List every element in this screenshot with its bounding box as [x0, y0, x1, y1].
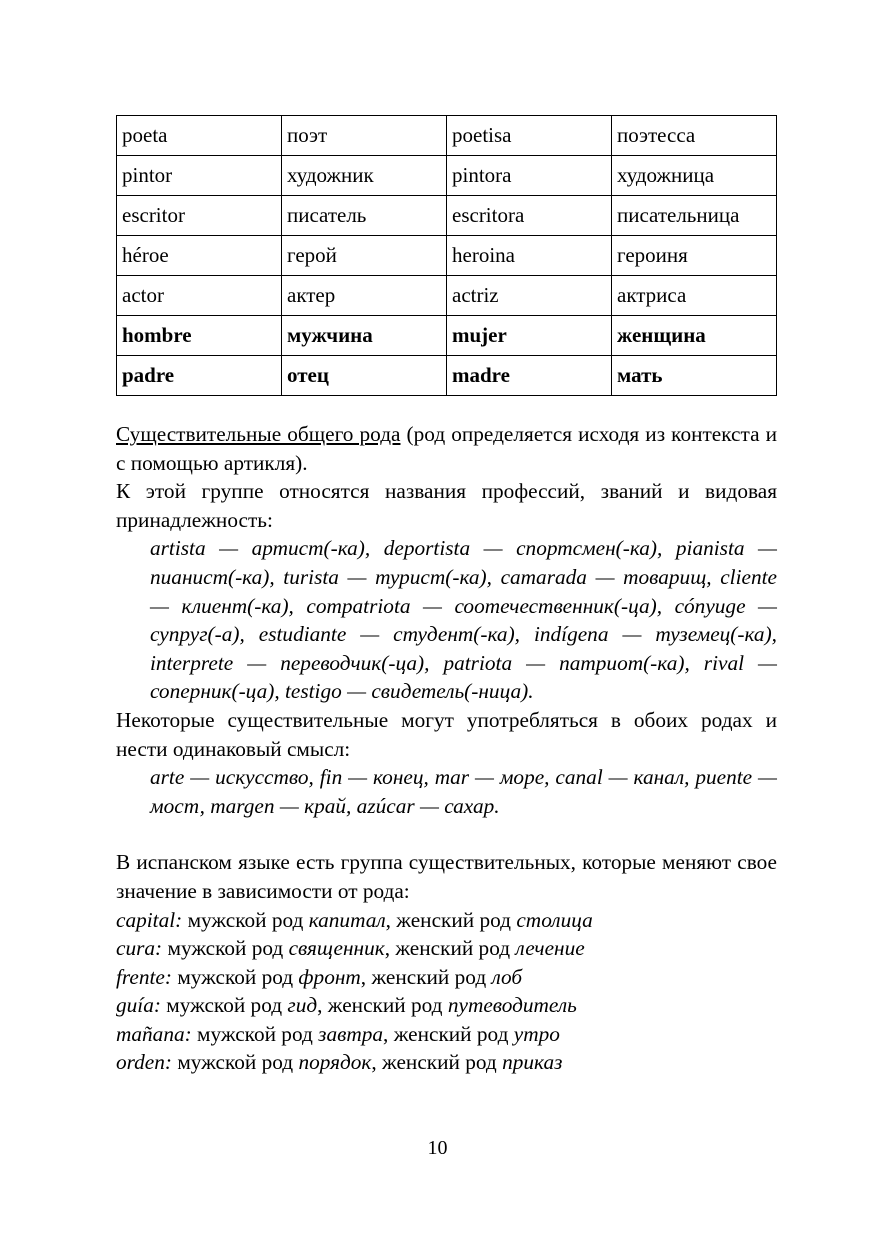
table-cell: poetisa	[447, 116, 612, 156]
table-cell: actor	[117, 276, 282, 316]
table-cell: мужчина	[282, 316, 447, 356]
masc-meaning: гид	[287, 993, 318, 1018]
both-genders-intro: Некоторые существительные могут употребляться в обоих родах и нести одинаковый смысл:	[116, 707, 777, 761]
masc-label: мужской род	[177, 964, 294, 989]
table-cell: поэтесса	[612, 116, 777, 156]
masc-meaning: порядок	[298, 1050, 372, 1075]
table-cell: женщина	[612, 316, 777, 356]
masc-meaning: фронт	[298, 964, 361, 989]
entry-word: capital:	[116, 907, 183, 932]
table-cell: герой	[282, 236, 447, 276]
table-cell: писатель	[282, 196, 447, 236]
body-text	[116, 420, 777, 1077]
common-gender-paragraph	[116, 420, 777, 477]
meaning-entry: frente: мужской род фронт, женский род лоб	[116, 964, 523, 989]
fem-label: женский род	[327, 993, 443, 1018]
table-cell: героиня	[612, 236, 777, 276]
fem-meaning: лоб	[491, 964, 523, 989]
table-row	[117, 116, 777, 156]
table-row-bold	[117, 356, 777, 396]
table-cell: padre	[117, 356, 282, 396]
spacer	[116, 820, 777, 848]
masc-meaning: завтра	[318, 1021, 384, 1046]
fem-label: женский род	[393, 1021, 509, 1046]
meaning-entry: mañana: мужской род завтра, женский род утро	[116, 1021, 560, 1046]
table-cell: pintor	[117, 156, 282, 196]
table-cell: поэт	[282, 116, 447, 156]
table-cell: escritor	[117, 196, 282, 236]
masc-label: мужской род	[167, 936, 284, 961]
fem-label: женский род	[371, 964, 487, 989]
meaning-entry: capital: мужской род капитал, женский род столица	[116, 907, 593, 932]
masc-label: мужской род	[187, 907, 304, 932]
table-cell: escritora	[447, 196, 612, 236]
table-cell: heroina	[447, 236, 612, 276]
table-cell: madre	[447, 356, 612, 396]
table-cell: актер	[282, 276, 447, 316]
table-row	[117, 236, 777, 276]
fem-meaning: путеводитель	[447, 993, 577, 1018]
fem-label: женский род	[395, 936, 511, 961]
table-cell: отец	[282, 356, 447, 396]
fem-meaning: приказ	[502, 1050, 563, 1075]
table-cell: mujer	[447, 316, 612, 356]
table-row	[117, 196, 777, 236]
entry-word: orden:	[116, 1050, 172, 1075]
entry-word: mañana:	[116, 1021, 192, 1046]
professions-intro: К этой группе относятся названия профессий, званий и видовая принадлежность:	[116, 479, 777, 532]
meaning-entry: cura: мужской род священник, женский род лечение	[116, 936, 585, 961]
table-cell: héroe	[117, 236, 282, 276]
table-cell: hombre	[117, 316, 282, 356]
meaning-entry: orden: мужской род порядок, женский род приказ	[116, 1050, 563, 1075]
fem-meaning: столица	[516, 907, 593, 932]
fem-label: женский род	[396, 907, 512, 932]
table-row-bold	[117, 316, 777, 356]
fem-label: женский род	[382, 1050, 497, 1075]
table-row	[117, 156, 777, 196]
page-content	[116, 115, 777, 1077]
fem-meaning: лечение	[515, 936, 585, 961]
heading-rest: (род определяется исходя из контекста и с помощью артикля).	[116, 422, 778, 475]
section-heading: Существительные общего рода	[116, 422, 401, 446]
meaning-entry: guía: мужской род гид, женский род путеводитель	[116, 993, 577, 1018]
fem-meaning: утро	[513, 1021, 560, 1046]
entry-word: guía:	[116, 993, 161, 1018]
masc-label: мужской род	[166, 993, 283, 1018]
masc-meaning: капитал	[308, 907, 386, 932]
gender-pairs-table	[116, 115, 777, 396]
table-cell: actriz	[447, 276, 612, 316]
both-genders-examples: arte — искусство, fin — конец, mar — море, canal — канал, puente — мост, margen — край, azúcar — сахар.	[150, 765, 777, 818]
table-cell: художница	[612, 156, 777, 196]
table-cell: художник	[282, 156, 447, 196]
page-number: 10	[427, 1137, 448, 1159]
table-cell: мать	[612, 356, 777, 396]
entry-word: cura:	[116, 936, 163, 961]
masc-label: мужской род	[197, 1021, 313, 1046]
entry-word: frente:	[116, 964, 172, 989]
professions-examples: artista — артист(-ка), deportista — спортсмен(-ка), pianista — пианист(-ка), turista — турист(-ка), camarada — товарищ, cliente — клиент(-ка), compatriota — соотечественник(-ца), cónyuge — супруг(-а), estudiante — студент(-ка), indígena — туземец(-ка), interprete — переводчик(-ца), patriota — патриот(-ка), rival — соперник(-ца), testigo — свидетель(-ница).	[150, 536, 777, 704]
table-row	[117, 276, 777, 316]
table-cell: pintora	[447, 156, 612, 196]
meaning-change-intro: В испанском языке есть группа существительных, которые меняют свое значение в зависимости от рода:	[116, 850, 777, 903]
masc-meaning: священник	[288, 936, 385, 961]
table-cell: актриса	[612, 276, 777, 316]
table-cell: писательница	[612, 196, 777, 236]
masc-label: мужской род	[177, 1050, 294, 1075]
table-cell: poeta	[117, 116, 282, 156]
